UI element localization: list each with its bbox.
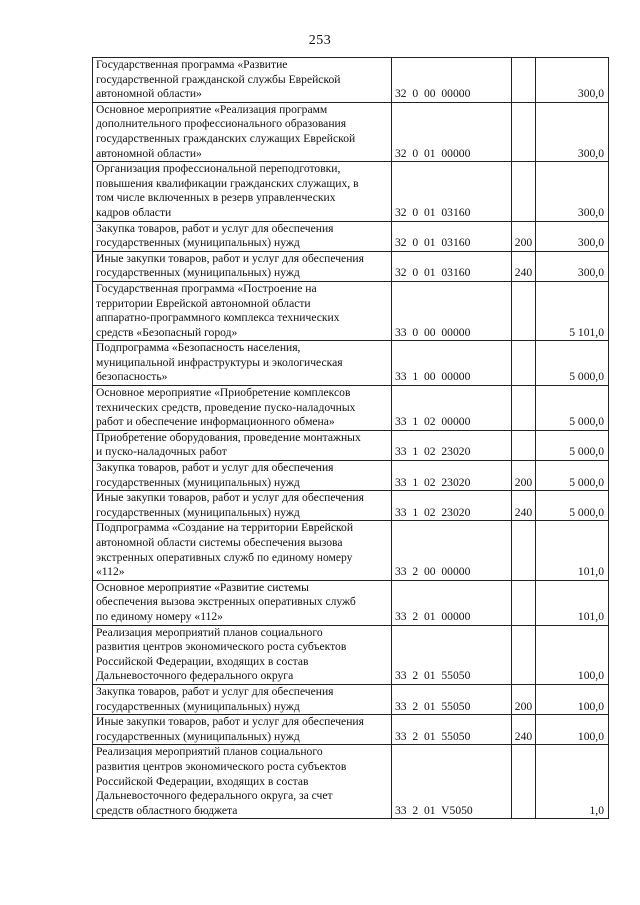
- target-article-code: 33 1 02 00000: [392, 386, 512, 431]
- target-article-code: 33 1 02 23020: [392, 491, 512, 521]
- description-line: Закупка товаров, работ и услуг для обеспечения: [96, 684, 334, 698]
- table-row: [93, 58, 609, 103]
- description-line: государственных (муниципальных) нужд: [96, 729, 300, 743]
- description-line: Иные закупки товаров, работ и услуг для обеспечения: [96, 715, 364, 729]
- table-row: [93, 251, 609, 281]
- table-row: [93, 102, 609, 161]
- description-line: Подпрограмма «Создание на территории Еврейской: [96, 521, 354, 535]
- description-line: развития центров экономического роста субъектов: [96, 759, 347, 773]
- description-line: Государственная программа «Построение на: [96, 281, 317, 295]
- description-line: дополнительного профессионального образования: [96, 117, 347, 131]
- amount-value: 1,0: [536, 745, 609, 819]
- description-line: Основное мероприятие «Реализация программ: [96, 102, 328, 116]
- row-description: [93, 580, 392, 625]
- description-line: муниципальной инфраструктуры и экологическая: [96, 355, 343, 369]
- row-description: [93, 281, 392, 340]
- table-row: [93, 491, 609, 521]
- amount-value: 5 000,0: [536, 461, 609, 491]
- row-description: [93, 625, 392, 684]
- table-row: [93, 430, 609, 460]
- amount-value: 100,0: [536, 715, 609, 745]
- amount-value: 5 000,0: [536, 430, 609, 460]
- page-number: 253: [308, 33, 332, 48]
- target-article-code: 33 2 01 55050: [392, 715, 512, 745]
- target-article-code: 32 0 00 00000: [392, 58, 512, 103]
- description-line: Дальневосточного федерального округа: [96, 669, 294, 683]
- expense-type-code: 240: [512, 715, 536, 745]
- description-line: «112»: [96, 565, 125, 579]
- description-line: средств «Безопасный город»: [96, 325, 238, 339]
- description-line: Иные закупки товаров, работ и услуг для обеспечения: [96, 251, 364, 265]
- amount-value: 100,0: [536, 684, 609, 714]
- expense-type-code: [512, 580, 536, 625]
- target-article-code: 32 0 01 00000: [392, 102, 512, 161]
- target-article-code: 33 2 01 00000: [392, 580, 512, 625]
- target-article-code: 32 0 01 03160: [392, 162, 512, 221]
- amount-value: 300,0: [536, 102, 609, 161]
- target-article-code: 33 2 01 55050: [392, 684, 512, 714]
- expense-type-code: 200: [512, 684, 536, 714]
- description-line: Дальневосточного федерального округа, за счет: [96, 789, 333, 803]
- row-description: [93, 461, 392, 491]
- description-line: государственной гражданской службы Еврейской: [96, 72, 341, 86]
- description-line: Закупка товаров, работ и услуг для обеспечения: [96, 461, 334, 475]
- row-description: [93, 221, 392, 251]
- amount-value: 5 000,0: [536, 386, 609, 431]
- description-line: государственных (муниципальных) нужд: [96, 505, 300, 519]
- description-line: Приобретение оборудования, проведение монтажных: [96, 430, 361, 444]
- description-line: Реализация мероприятий планов социального: [96, 745, 323, 759]
- expense-type-code: [512, 58, 536, 103]
- row-description: [93, 341, 392, 386]
- row-description: [93, 491, 392, 521]
- table-row: [93, 684, 609, 714]
- description-line: обеспечения вызова экстренных оперативных служб: [96, 595, 356, 609]
- description-line: государственных (муниципальных) нужд: [96, 266, 300, 280]
- amount-value: 300,0: [536, 251, 609, 281]
- description-line: Подпрограмма «Безопасность населения,: [96, 341, 301, 355]
- table-row: [93, 521, 609, 580]
- description-line: работ и обеспечение информационного обмена»: [96, 415, 335, 429]
- budget-table-body: [93, 58, 609, 819]
- amount-value: 100,0: [536, 625, 609, 684]
- description-line: Государственная программа «Развитие: [96, 58, 288, 71]
- amount-value: 5 101,0: [536, 281, 609, 340]
- expense-type-code: [512, 386, 536, 431]
- description-line: Закупка товаров, работ и услуг для обеспечения: [96, 221, 334, 235]
- expense-type-code: [512, 341, 536, 386]
- target-article-code: 33 1 02 23020: [392, 430, 512, 460]
- description-line: государственных гражданских служащих Еврейской: [96, 131, 356, 145]
- row-description: [93, 715, 392, 745]
- description-line: том числе включенных в резерв управленческих: [96, 191, 336, 205]
- row-description: [93, 684, 392, 714]
- target-article-code: 33 0 00 00000: [392, 281, 512, 340]
- target-article-code: 33 2 01 55050: [392, 625, 512, 684]
- target-article-code: 32 0 01 03160: [392, 221, 512, 251]
- amount-value: 300,0: [536, 58, 609, 103]
- row-description: [93, 102, 392, 161]
- row-description: [93, 386, 392, 431]
- description-line: Организация профессиональной переподготовки,: [96, 162, 341, 176]
- description-line: Российской Федерации, входящих в состав: [96, 654, 309, 668]
- row-description: [93, 430, 392, 460]
- expense-type-code: 200: [512, 461, 536, 491]
- description-line: экстренных оперативных служб по единому номеру: [96, 550, 353, 564]
- amount-value: 101,0: [536, 521, 609, 580]
- expense-type-code: [512, 745, 536, 819]
- table-row: [93, 221, 609, 251]
- table-row: [93, 281, 609, 340]
- description-line: Российской Федерации, входящих в состав: [96, 774, 309, 788]
- description-line: государственных (муниципальных) нужд: [96, 699, 300, 713]
- description-line: повышения квалификации гражданских служащих, в: [96, 176, 359, 190]
- description-line: автономной области»: [96, 87, 202, 101]
- amount-value: 5 000,0: [536, 341, 609, 386]
- expense-type-code: [512, 625, 536, 684]
- description-line: государственных (муниципальных) нужд: [96, 475, 300, 489]
- expense-type-code: 240: [512, 491, 536, 521]
- expense-type-code: [512, 162, 536, 221]
- amount-value: 300,0: [536, 221, 609, 251]
- description-line: государственных (муниципальных) нужд: [96, 236, 300, 250]
- description-line: Иные закупки товаров, работ и услуг для обеспечения: [96, 491, 364, 505]
- table-row: [93, 715, 609, 745]
- table-row: [93, 625, 609, 684]
- description-line: территории Еврейской автономной области: [96, 296, 311, 310]
- expense-type-code: 240: [512, 251, 536, 281]
- table-row: [93, 461, 609, 491]
- description-line: Основное мероприятие «Развитие системы: [96, 580, 309, 594]
- row-description: [93, 162, 392, 221]
- row-description: [93, 58, 392, 103]
- target-article-code: 33 2 00 00000: [392, 521, 512, 580]
- description-line: технических средств, проведение пуско-наладочных: [96, 400, 356, 414]
- target-article-code: 33 1 00 00000: [392, 341, 512, 386]
- table-row: [93, 745, 609, 819]
- budget-table: [92, 57, 609, 819]
- target-article-code: 33 2 01 V5050: [392, 745, 512, 819]
- description-line: Реализация мероприятий планов социального: [96, 625, 323, 639]
- expense-type-code: 200: [512, 221, 536, 251]
- table-row: [93, 386, 609, 431]
- target-article-code: 32 0 01 03160: [392, 251, 512, 281]
- amount-value: 300,0: [536, 162, 609, 221]
- row-description: [93, 521, 392, 580]
- table-row: [93, 162, 609, 221]
- amount-value: 5 000,0: [536, 491, 609, 521]
- expense-type-code: [512, 430, 536, 460]
- row-description: [93, 745, 392, 819]
- expense-type-code: [512, 281, 536, 340]
- description-line: кадров области: [96, 205, 172, 219]
- description-line: средств областного бюджета: [96, 803, 238, 817]
- description-line: аппаратно-программного комплекса технических: [96, 311, 340, 325]
- description-line: и пуско-наладочных работ: [96, 445, 227, 459]
- amount-value: 101,0: [536, 580, 609, 625]
- description-line: автономной области системы обеспечения вызова: [96, 536, 343, 549]
- expense-type-code: [512, 521, 536, 580]
- description-line: безопасность»: [96, 370, 168, 384]
- description-line: Основное мероприятие «Приобретение комплексов: [96, 386, 351, 400]
- description-line: развития центров экономического роста субъектов: [96, 640, 347, 654]
- table-row: [93, 580, 609, 625]
- expense-type-code: [512, 102, 536, 161]
- row-description: [93, 251, 392, 281]
- table-row: [93, 341, 609, 386]
- description-line: по единому номеру «112»: [96, 609, 223, 623]
- description-line: автономной области»: [96, 146, 202, 160]
- target-article-code: 33 1 02 23020: [392, 461, 512, 491]
